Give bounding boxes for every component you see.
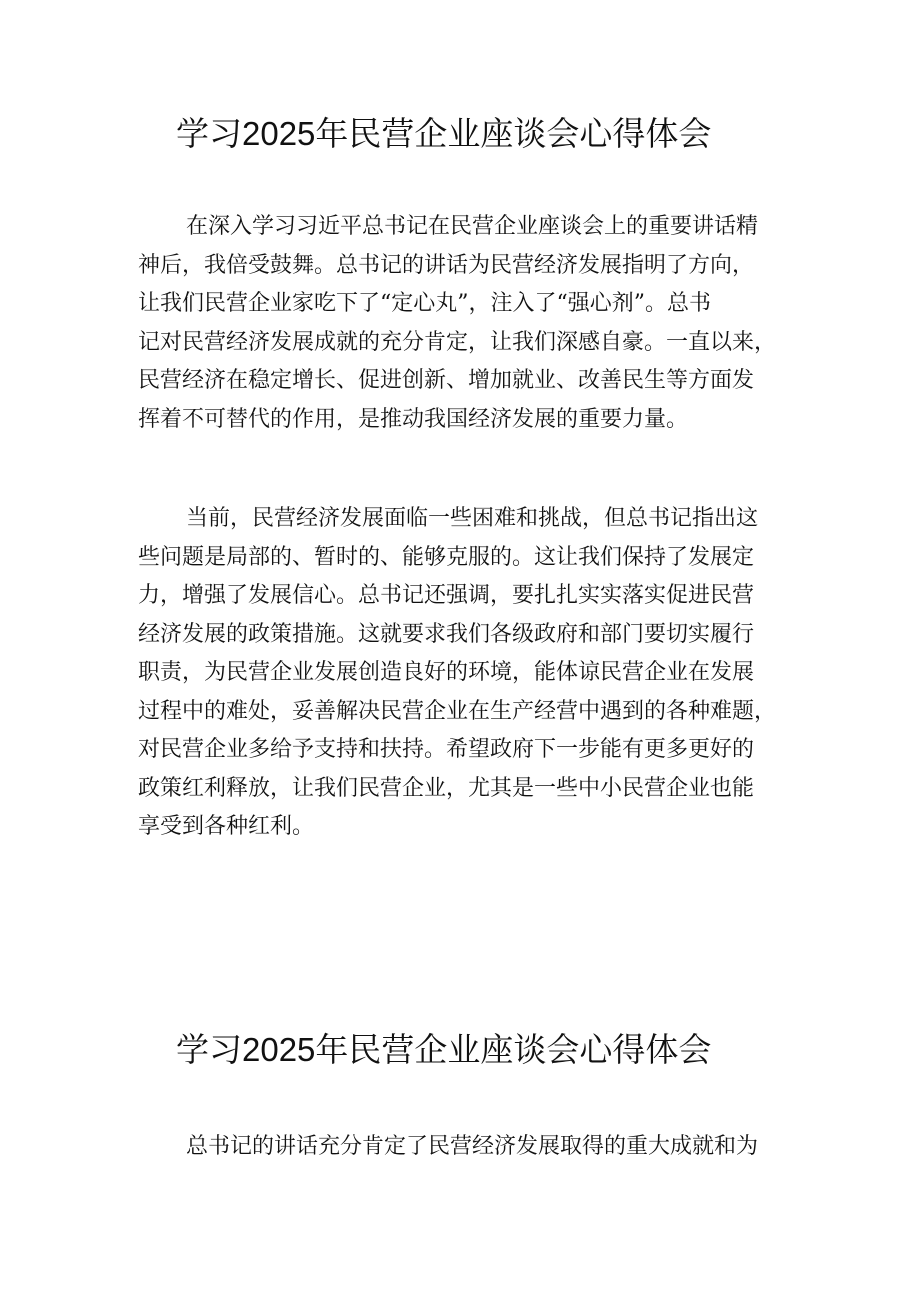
paragraph: [138, 500, 798, 847]
paragraph: [138, 208, 798, 439]
paragraph-line: 民营经济在稳定增长、促进创新、增加就业、改善民生等方面发: [138, 368, 755, 393]
paragraph-line: 享受到各种红利。: [138, 814, 315, 839]
paragraph-line: 过程中的难处，妥善解决民营企业在生产经营中遇到的各种难题，: [138, 698, 777, 724]
paragraph-line: 总书记的讲话充分肯定了民营经济发展取得的重大成就和为: [186, 1134, 759, 1159]
paragraph-line: 些问题是局部的、暂时的、能够克服的。这让我们保持了发展定: [138, 544, 755, 570]
paragraph-line: 神后，我倍受鼓舞。总书记的讲话为民营经济发展指明了方向，: [138, 252, 755, 278]
paragraph-line: 当前，民营经济发展面临一些困难和挑战，但总书记指出这: [186, 506, 759, 531]
paragraph-line: 经济发展的政策措施。这就要求我们各级政府和部门要切实履行: [138, 621, 755, 647]
paragraph-line: 力，增强了发展信心。总书记还强调，要扎扎实实落实促进民营: [138, 583, 755, 608]
section-title: 学习2025年民营企业座谈会心得体会: [176, 115, 712, 152]
paragraph-line: 在深入学习习近平总书记在民营企业座谈会上的重要讲话精: [186, 214, 759, 239]
section-title: 学习2025年民营企业座谈会心得体会: [176, 1031, 712, 1068]
paragraph-line: 政策红利释放，让我们民营企业，尤其是一些中小民营企业也能: [138, 775, 755, 801]
paragraph-line: 对民营企业多给予支持和扶持。希望政府下一步能有更多更好的: [138, 737, 755, 762]
paragraph: [138, 1128, 798, 1167]
paragraph-line: 挥着不可替代的作用，是推动我国经济发展的重要力量。: [138, 406, 689, 432]
paragraph-line: 让我们民营企业家吃下了“定心丸”，注入了“强心剂”。总书: [138, 291, 711, 316]
paragraph-line: 记对民营经济发展成就的充分肯定，让我们深感自豪。一直以来，: [138, 329, 777, 355]
paragraph-line: 职责，为民营企业发展创造良好的环境，能体谅民营企业在发展: [138, 660, 755, 685]
